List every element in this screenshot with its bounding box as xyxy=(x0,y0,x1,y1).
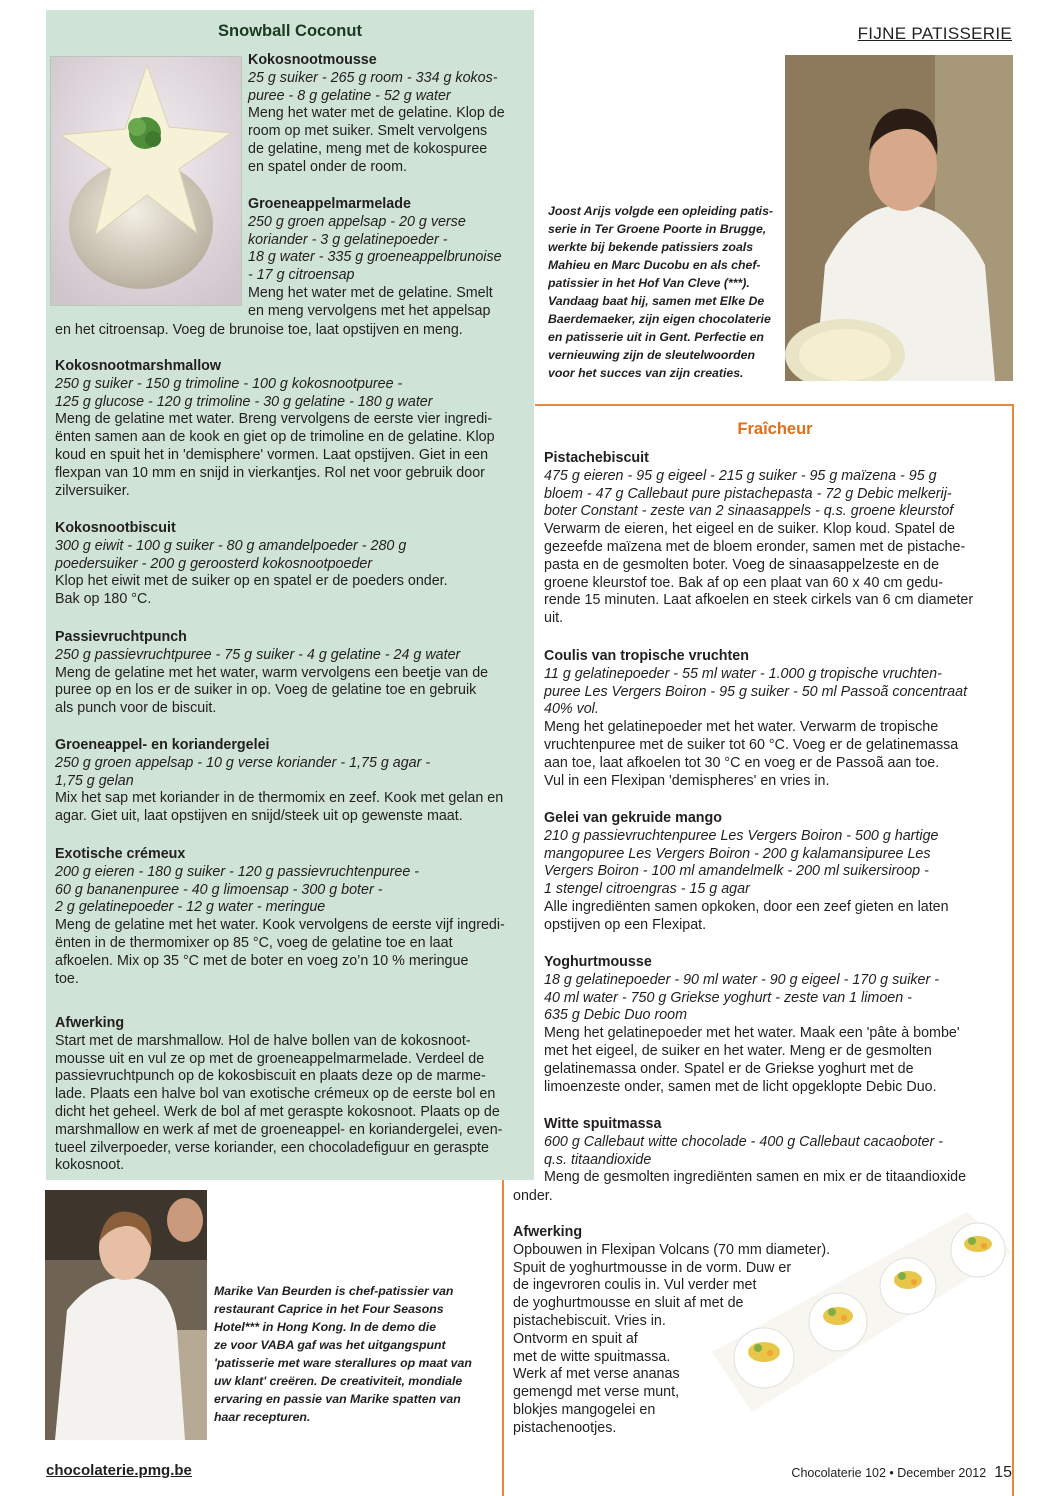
section-header: FIJNE PATISSERIE xyxy=(857,24,1012,43)
method-line: afkoelen. Mix op 35 °C met de boter en voeg zo’n 10 % meringue xyxy=(55,952,469,969)
method-line: de yoghurtmousse en sluit af met de xyxy=(513,1295,744,1312)
ingredient-line: mangopuree Les Vergers Boiron - 200 g kalamansipuree Les xyxy=(544,845,931,862)
method-line: blokjes mangogelei en xyxy=(513,1401,656,1418)
method-line: tueel zilverpoeder, verse koriander, een chocoladefiguur en geraspte xyxy=(55,1139,489,1156)
method-line: de ingevroren coulis in. Vul verder met xyxy=(513,1277,757,1294)
method-line: koud en spuit het in 'demisphere' vormen. Laat opstijven. Giet in een xyxy=(55,446,489,463)
method-line: Klop het eiwit met de suiker op en spatel er de poeders onder. xyxy=(55,573,448,590)
ingredient-line: 125 g glucose - 120 g trimoline - 30 g gelatine - 180 g water xyxy=(55,393,433,410)
caption-line: restaurant Caprice in het Four Seasons xyxy=(214,1302,444,1316)
recipe-heading: Passievruchtpunch xyxy=(55,629,187,645)
ingredient-line: 18 g gelatinepoeder - 90 ml water - 90 g eigeel - 170 g suiker - xyxy=(544,971,939,988)
method-line: mousse uit en vul ze op met de groeneappelmarmelade. Verdeel de xyxy=(55,1050,485,1067)
recipe-heading: Groeneappelmarmelade xyxy=(248,196,411,212)
method-line: als punch voor de biscuit. xyxy=(55,700,217,717)
ingredient-line: 250 g groen appelsap - 20 g verse xyxy=(248,213,466,230)
ingredient-line: 250 g suiker - 150 g trimoline - 100 g kokosnootpuree - xyxy=(55,375,403,392)
recipe-kokosnootmarshmallow xyxy=(55,358,495,500)
method-line: gezeefde maïzena met de bloem eronder, samen met de pistache- xyxy=(544,538,966,555)
dessert-photo-snowball xyxy=(50,56,242,306)
method-line: Vul in een Flexipan 'demispheres' en vries in. xyxy=(544,772,830,789)
caption-line: werkte bij bekende patissiers zoals xyxy=(548,240,754,254)
method-line: ënten in de thermomixer op 85 °C, voeg de gelatine toe en laat xyxy=(55,934,453,951)
recipe-heading: Exotische crémeux xyxy=(55,846,186,862)
recipe-heading: Kokosnootmousse xyxy=(248,52,377,68)
recipe-afwerking-snowball xyxy=(55,1015,502,1175)
method-line: toe. xyxy=(55,970,79,987)
recipe-title-snowball: Snowball Coconut xyxy=(218,22,362,40)
method-line: Verwarm de eieren, het eigeel en de suiker. Klop koud. Spatel de xyxy=(544,521,955,538)
method-line: Meng de gelatine met het water. Kook vervolgens de eerste vijf ingredi- xyxy=(55,917,505,934)
ingredient-line: 600 g Callebaut witte chocolade - 400 g Callebaut cacaoboter - xyxy=(544,1133,943,1150)
caption-line: Mahieu en Marc Ducobu en als chef- xyxy=(548,258,761,272)
method-line: aan toe, laat afkoelen tot 30 °C en voeg er de Passoã aan toe. xyxy=(544,754,940,771)
recipe-pistachebiscuit xyxy=(544,450,973,628)
caption-line: ervaring en passie van Marike spatten van xyxy=(214,1392,461,1406)
recipe-passievruchtpunch xyxy=(55,629,488,718)
method-line: Alle ingrediënten samen opkoken, door een zeef gieten en laten xyxy=(544,898,949,915)
method-line: groene kleurstof toe. Bak af op een plaat van 60 x 40 cm gedu- xyxy=(544,574,943,591)
recipe-koriandergelei xyxy=(55,737,503,826)
method-line: Meng de gesmolten ingrediënten samen en mix er de titaandioxide xyxy=(544,1169,967,1186)
ingredient-line: koriander - 3 g gelatinepoeder - xyxy=(248,231,448,248)
method-line: de gelatine, meng met de kokospuree xyxy=(248,140,488,157)
ingredient-line: 11 g gelatinepoeder - 55 ml water - 1.000 g tropische vruchten- xyxy=(544,665,942,682)
ingredient-line: 475 g eieren - 95 g eigeel - 215 g suiker - 95 g maïzena - 95 g xyxy=(544,467,937,484)
ingredient-line: Vergers Boiron - 100 ml amandelmelk - 200 ml suikersiroop - xyxy=(544,863,929,880)
recipe-heading: Afwerking xyxy=(55,1015,125,1031)
recipe-heading: Gelei van gekruide mango xyxy=(544,810,722,826)
recipe-heading: Yoghurtmousse xyxy=(544,954,652,970)
method-line: Werk af met verse ananas xyxy=(513,1366,680,1383)
method-line: Meng de gelatine met water. Breng vervolgens de eerste vier ingredi- xyxy=(55,411,493,428)
ingredient-line: 210 g passievruchtenpuree Les Vergers Boiron - 500 g hartige xyxy=(544,827,939,844)
ingredient-line: 1 stengel citroengras - 15 g agar xyxy=(544,881,750,898)
method-line: Spuit de yoghurtmousse in de vorm. Duw er xyxy=(513,1259,792,1276)
method-line: pistachenootjes. xyxy=(513,1419,617,1436)
method-line: marshmallow en werk af met de groeneappel- en koriandergelei, even- xyxy=(55,1121,503,1138)
method-line: met het eigeel, de suiker en het water. Meng er de gesmolten xyxy=(544,1042,932,1059)
method-line: Bak op 180 °C. xyxy=(55,591,152,608)
method-line: pasta en de gesmolten boter. Voeg de sinaasappelzeste en de xyxy=(544,556,940,573)
caption-line: 'patisserie met ware sterallures op maat van xyxy=(214,1356,472,1370)
chef-photo-marike xyxy=(45,1190,207,1440)
caption-line: voor het succes van zijn creaties. xyxy=(548,366,744,380)
method-line: en spatel onder de room. xyxy=(248,158,407,175)
recipe-kokosnootmousse xyxy=(248,52,505,177)
caption-line: uw klant' creëren. De creativiteit, mondiale xyxy=(214,1374,463,1388)
method-line: Mix het sap met koriander in de thermomix en zeef. Kook met gelan en xyxy=(55,790,504,807)
method-line: room op met suiker. Smelt vervolgens xyxy=(248,123,488,140)
method-line: dicht het geheel. Werk de bol af met geraspte kokosnoot. Plaats op de xyxy=(55,1103,500,1120)
method-line: en het citroensap. Voeg de brunoise toe, laat opstijven en meng. xyxy=(55,322,463,338)
caption-line: patissier in het Hof Van Cleve (***). xyxy=(548,276,750,290)
method-line: Opbouwen in Flexipan Volcans (70 mm diameter). xyxy=(513,1241,831,1258)
ingredient-line: 250 g passievruchtpuree - 75 g suiker - 4 g gelatine - 24 g water xyxy=(55,646,461,663)
recipe-spuitmassa xyxy=(544,1116,966,1187)
ingredient-line: puree Les Vergers Boiron - 95 g suiker - 50 ml Passoã concentraat xyxy=(544,683,968,700)
dessert-photo-fraicheur xyxy=(712,1212,1012,1412)
ingredient-line: 40% vol. xyxy=(544,701,599,718)
caption-line: haar recepturen. xyxy=(214,1410,311,1424)
method-line: passievruchtpunch op de kokosbiscuit en plaats deze op de marme- xyxy=(55,1068,486,1085)
caption-joost xyxy=(548,202,773,382)
ingredient-line: 300 g eiwit - 100 g suiker - 80 g amandelpoeder - 280 g xyxy=(55,537,407,554)
method-line: vruchtenpuree met de suiker tot 60 °C. Voeg er de gelatinemassa xyxy=(544,736,959,753)
caption-marike xyxy=(214,1282,472,1426)
method-line: uit. xyxy=(544,610,564,627)
caption-line: Baerdemaeker, zijn eigen chocolaterie xyxy=(548,312,771,326)
caption-line: Vandaag baat hij, samen met Elke De xyxy=(548,294,765,308)
caption-line: Marike Van Beurden is chef-patissier van xyxy=(214,1284,454,1298)
method-line: kokosnoot. xyxy=(55,1157,125,1174)
method-line: Meng het gelatinepoeder met het water. Maak een 'pâte à bombe' xyxy=(544,1025,960,1042)
recipe-kokosnootbiscuit xyxy=(55,520,448,609)
recipe-cremeux xyxy=(55,846,505,988)
ingredient-line: 1,75 g gelan xyxy=(55,772,134,789)
ingredient-line: 200 g eieren - 180 g suiker - 120 g passievruchtenpuree - xyxy=(55,863,419,880)
method-line: Start met de marshmallow. Hol de halve bollen van de kokosnoot- xyxy=(55,1032,471,1049)
chef-photo-joost xyxy=(785,55,1013,381)
method-line: opstijven op een Flexipat. xyxy=(544,916,707,933)
method-line: en meng vervolgens met het appelsap xyxy=(248,302,491,319)
caption-line: Hotel*** in Hong Kong. In de demo die xyxy=(214,1320,437,1334)
method-line: gemengd met verse munt, xyxy=(513,1384,680,1401)
ingredient-line: 60 g bananenpuree - 40 g limoensap - 300 g boter - xyxy=(55,881,383,898)
method-line: Meng de gelatine met het water, warm vervolgens een beetje van de xyxy=(55,664,489,681)
method-line: rende 15 minuten. Laat afkoelen en steek cirkels van 6 cm diameter xyxy=(544,592,974,609)
method-line: agar. Giet uit, laat opstijven en snijd/steek uit op gewenste maat. xyxy=(55,808,463,825)
ingredient-line: q.s. titaandioxide xyxy=(544,1151,652,1168)
method-line: met de witte spuitmassa. xyxy=(513,1348,671,1365)
footer-website-link[interactable]: chocolaterie.pmg.be xyxy=(46,1462,192,1479)
issue-label: Chocolaterie 102 • December 2012 xyxy=(791,1466,987,1480)
recipe-spuitmassa-cont xyxy=(513,1188,553,1206)
recipe-coulis xyxy=(544,648,967,790)
caption-line: en patisserie uit in Gent. Perfectie en xyxy=(548,330,764,344)
ingredient-line: 2 g gelatinepoeder - 12 g water - meringue xyxy=(55,899,326,916)
method-line: flexpan van 10 mm en snijd in vierkantjes. Rol net voor gebruik door xyxy=(55,464,485,481)
recipe-groeneappelmarmelade xyxy=(248,196,502,321)
caption-line: Joost Arijs volgde een opleiding patis- xyxy=(548,204,774,218)
ingredient-line: 635 g Debic Duo room xyxy=(544,1007,688,1024)
ingredient-line: poedersuiker - 200 g geroosterd kokosnootpoeder xyxy=(55,555,373,572)
caption-line: ze voor VABA gaf was het uitgangspunt xyxy=(214,1338,446,1352)
recipe-heading: Kokosnootbiscuit xyxy=(55,520,176,536)
recipe-mango xyxy=(544,810,949,935)
method-line: Meng het water met de gelatine. Smelt xyxy=(248,284,493,301)
method-line: Meng het water met de gelatine. Klop de xyxy=(248,105,505,122)
recipe-yoghurtmousse xyxy=(544,954,960,1096)
page-number: 15 xyxy=(994,1464,1012,1481)
method-line: lade. Plaats een halve bol van exotische crémeux op de eerste bol en xyxy=(55,1086,496,1103)
method-line: Ontvorm en spuit af xyxy=(513,1330,638,1347)
method-line: ënten samen aan de kook en giet op de trimoline en de gelatine. Klop xyxy=(55,429,495,446)
method-line: zilversuiker. xyxy=(55,482,130,499)
recipe-heading: Afwerking xyxy=(513,1224,583,1240)
recipe-heading: Pistachebiscuit xyxy=(544,450,649,466)
ingredient-line: bloem - 47 g Callebaut pure pistachepasta - 72 g Debic melkerij- xyxy=(544,485,952,502)
ingredient-line: 18 g water - 335 g groeneappelbrunoise xyxy=(248,249,502,266)
ingredient-line: boter Constant - zeste van 2 sinaasappels - q.s. groene kleurstof xyxy=(544,503,954,520)
recipe-heading: Groeneappel- en koriandergelei xyxy=(55,737,270,753)
method-line: Meng het gelatinepoeder met het water. Verwarm de tropische xyxy=(544,719,939,736)
recipe-heading: Coulis van tropische vruchten xyxy=(544,648,749,664)
ingredient-line: 40 ml water - 750 g Griekse yoghurt - zeste van 1 limoen - xyxy=(544,989,912,1006)
ingredient-line: - 17 g citroensap xyxy=(248,267,355,284)
recipe-heading: Kokosnootmarshmallow xyxy=(55,358,222,374)
method-line: gelatinemassa onder. Spatel er de Griekse yoghurt met de xyxy=(544,1060,914,1077)
method-line: onder. xyxy=(513,1188,553,1204)
caption-line: vernieuwing zijn de sleutelwoorden xyxy=(548,348,756,362)
ingredient-line: 25 g suiker - 265 g room - 334 g kokos- xyxy=(248,69,498,86)
method-line: puree op en los er de suiker in op. Voeg de gelatine toe en gebruik xyxy=(55,682,477,699)
caption-line: serie in Ter Groene Poorte in Brugge, xyxy=(548,222,767,236)
recipe-heading: Witte spuitmassa xyxy=(544,1116,662,1132)
ingredient-line: puree - 8 g gelatine - 52 g water xyxy=(248,87,451,104)
recipe-title-fraicheur: Fraîcheur xyxy=(737,420,813,438)
method-line: limoenzeste onder, samen met de licht opgeklopte Debic Duo. xyxy=(544,1078,937,1095)
footer-issue xyxy=(791,1464,1012,1482)
recipe-groeneappelmarmelade-cont xyxy=(55,322,463,340)
method-line: pistachebiscuit. Vries in. xyxy=(513,1312,666,1329)
ingredient-line: 250 g groen appelsap - 10 g verse koriander - 1,75 g agar - xyxy=(55,754,431,771)
